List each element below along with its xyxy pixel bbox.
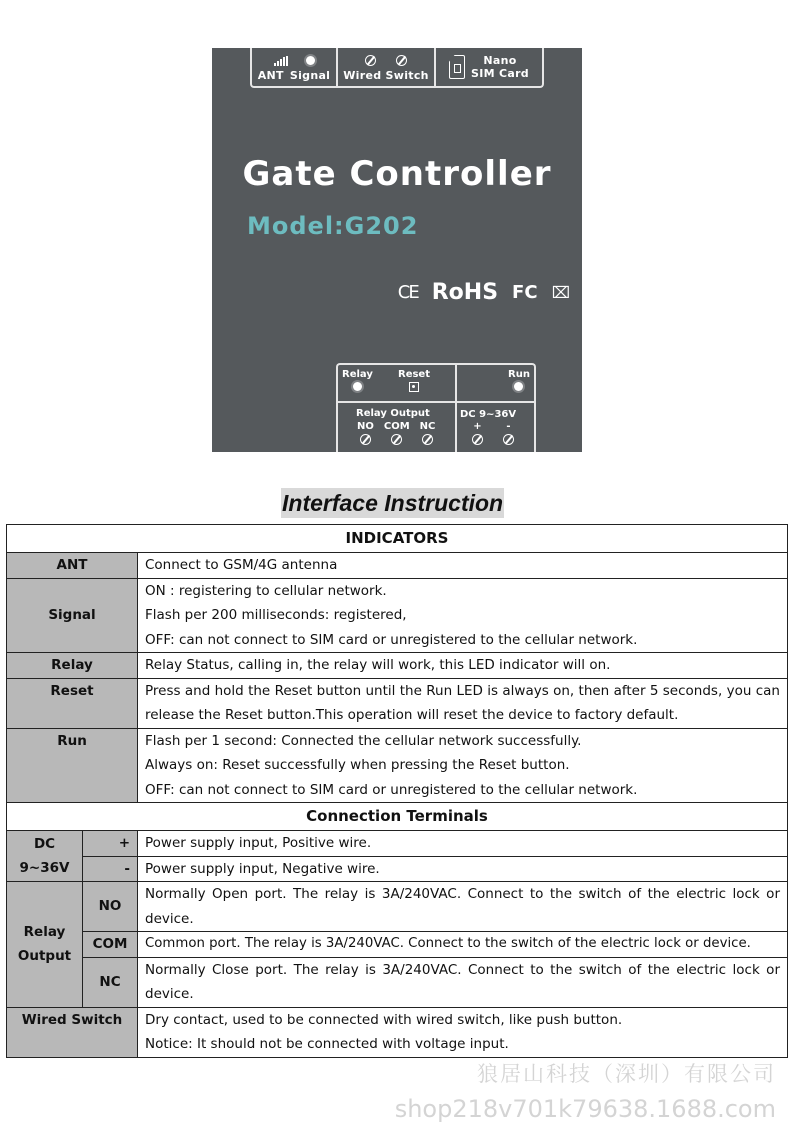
signal-label: Signal	[289, 68, 331, 82]
rohs-mark-icon: RoHS	[431, 280, 499, 305]
terminal-no-label: NO	[357, 421, 374, 432]
divider	[455, 365, 457, 452]
signal-led-icon	[306, 56, 315, 65]
row-desc: Normally Open port. The relay is 3A/240VAC. Connect to the switch of the electric lock or device.	[138, 882, 788, 932]
connection-terminals-header: Connection Terminals	[7, 803, 788, 831]
row-desc: Common port. The relay is 3A/240VAC. Connect to the switch of the electric lock or device.	[138, 932, 788, 958]
table-row	[7, 1007, 788, 1057]
table-row	[7, 578, 788, 653]
row-desc: Power supply input, Negative wire.	[138, 856, 788, 882]
terminal-com-label: COM	[383, 421, 410, 432]
row-key: ANT	[7, 553, 138, 579]
relay-nc-key: NC	[83, 957, 138, 1007]
watermark-company: 狼居山科技（深圳）有限公司	[477, 1062, 776, 1086]
table-row	[7, 957, 788, 1007]
row-key: Reset	[7, 678, 138, 728]
relay-com-key: COM	[83, 932, 138, 958]
row-key: Relay	[7, 653, 138, 679]
relay-led	[342, 369, 373, 391]
signal-bars-icon	[274, 56, 288, 66]
dc-terminals	[472, 421, 514, 445]
table-row	[7, 553, 788, 579]
terminal-minus	[503, 421, 514, 445]
table-header-row	[7, 803, 788, 831]
relay-output-terminals	[357, 421, 435, 445]
interface-instruction-table	[6, 524, 788, 1058]
desc-line: OFF: can not connect to SIM card or unregistered to the cellular network.	[145, 631, 638, 648]
reset-label: Reset	[398, 369, 430, 380]
row-desc	[138, 728, 788, 803]
table-row	[7, 856, 788, 882]
relay-led-label: Relay	[342, 369, 373, 380]
row-desc	[138, 1007, 788, 1057]
terminal-com	[384, 421, 410, 445]
table-row	[7, 728, 788, 803]
dc-label: DC 9~36V	[460, 409, 517, 420]
terminal-screw-icon	[391, 434, 402, 445]
device-front-panel	[212, 48, 582, 452]
terminal-minus-label: -	[506, 421, 511, 432]
desc-line: Notice: It should not be connected with voltage input.	[145, 1036, 509, 1052]
relay-no-key: NO	[83, 882, 138, 932]
divider	[338, 401, 534, 403]
terminal-plus-label: +	[473, 421, 482, 432]
row-key: Run	[7, 728, 138, 803]
fc-mark-icon: FC	[512, 282, 538, 303]
row-desc: Connect to GSM/4G antenna	[138, 553, 788, 579]
terminal-screw-icon	[396, 55, 407, 66]
wired-switch-label: Wired Switch	[343, 68, 429, 82]
watermark-shop-url: shop218v701k79638.1688.com	[394, 1095, 776, 1123]
terminal-screw-icon	[503, 434, 514, 445]
terminal-screw-icon	[365, 55, 376, 66]
run-led-icon	[514, 382, 523, 391]
dc-key-line: 9~36V	[19, 860, 70, 876]
desc-line: Flash per 1 second: Connected the cellular network successfully.	[145, 732, 582, 749]
row-desc: Relay Status, calling in, the relay will work, this LED indicator will on.	[138, 653, 788, 679]
desc-line: Dry contact, used to be connected with wired switch, like push button.	[145, 1011, 623, 1028]
product-title: Gate Controller	[242, 154, 552, 194]
dc-plus-key: +	[83, 831, 138, 857]
desc-line: OFF: can not connect to SIM card or unregistered to the cellular network.	[145, 781, 638, 798]
desc-line: ON : registering to cellular network.	[145, 582, 387, 599]
reset-button	[398, 369, 430, 392]
terminal-plus	[472, 421, 483, 445]
top-port-panel	[250, 48, 544, 88]
table-row	[7, 831, 788, 857]
terminal-no	[357, 421, 374, 445]
terminal-screw-icon	[360, 434, 371, 445]
ant-label: ANT	[257, 68, 284, 82]
wired-switch-section	[338, 48, 436, 86]
bottom-terminal-panel	[336, 363, 536, 452]
table-row	[7, 882, 788, 932]
terminal-screw-icon	[422, 434, 433, 445]
row-desc: Press and hold the Reset button until the Run LED is always on, then after 5 seconds, you can release the Reset button.This operation will reset the device to factory default.	[138, 678, 788, 728]
certification-marks	[398, 280, 570, 305]
row-desc: Normally Close port. The relay is 3A/240VAC. Connect to the switch of the electric lock or device.	[138, 957, 788, 1007]
wired-switch-key: Wired Switch	[7, 1007, 138, 1057]
row-key: Signal	[7, 578, 138, 653]
model-number: Model:G202	[247, 212, 419, 240]
sim-card-section	[436, 48, 542, 86]
sim-card-label: SIM Card	[471, 67, 529, 80]
relay-output-key	[7, 882, 83, 1008]
table-row	[7, 653, 788, 679]
dc-key	[7, 831, 83, 882]
run-led-label: Run	[508, 369, 530, 380]
nano-label: Nano	[483, 54, 517, 67]
terminal-nc-label: NC	[419, 421, 436, 432]
terminal-nc	[420, 421, 436, 445]
table-row	[7, 678, 788, 728]
dc-minus-key: -	[83, 856, 138, 882]
table-header-row	[7, 525, 788, 553]
ce-mark-icon: CE	[397, 282, 418, 303]
row-desc	[138, 578, 788, 653]
row-desc: Power supply input, Positive wire.	[138, 831, 788, 857]
ant-signal-section	[252, 48, 338, 86]
table-row	[7, 932, 788, 958]
dc-key-line: DC	[33, 835, 56, 852]
relay-led-icon	[353, 382, 362, 391]
desc-line: Always on: Reset successfully when pressing the Reset button.	[145, 757, 570, 773]
terminal-screw-icon	[472, 434, 483, 445]
sim-card-icon	[449, 55, 465, 79]
relay-output-label: Relay Output	[356, 408, 430, 419]
desc-line: Flash per 200 milliseconds: registered,	[145, 607, 407, 623]
relay-output-key-line: Relay	[23, 923, 66, 940]
relay-output-key-line: Output	[17, 948, 72, 965]
section-heading: Interface Instruction	[282, 490, 504, 516]
reset-button-icon	[409, 382, 419, 392]
weee-bin-icon: ⌧	[551, 283, 570, 302]
run-led	[508, 369, 530, 391]
indicators-header: INDICATORS	[7, 525, 788, 553]
